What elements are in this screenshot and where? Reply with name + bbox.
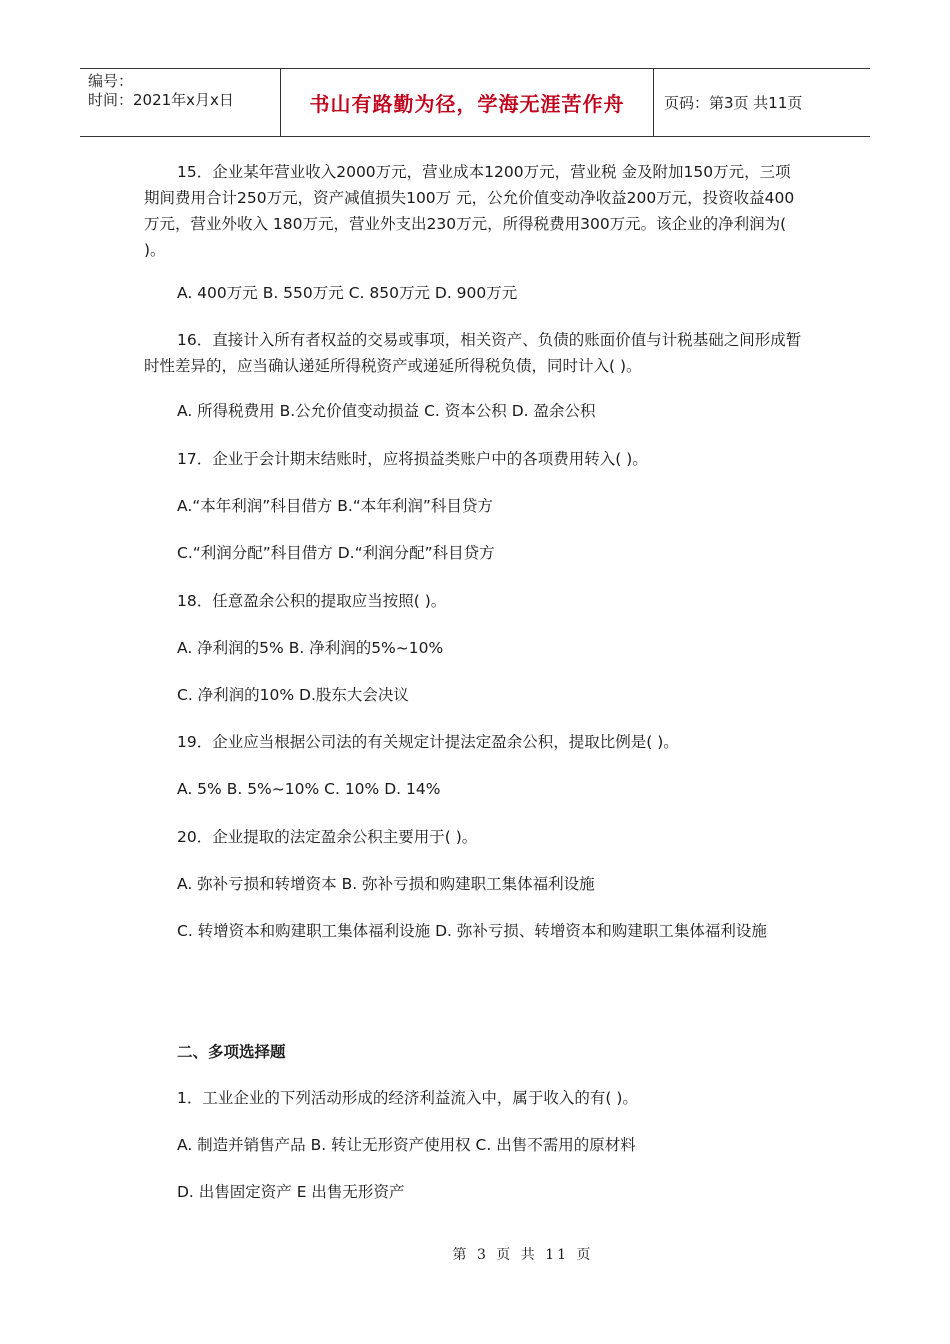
question-17-text: 17．企业于会计期末结账时，应将损益类账户中的各项费用转入( )。 [177, 450, 648, 468]
question-18-options-1: A. 净利润的5% B. 净利润的5%~10% [177, 639, 444, 657]
motto: 书山有路勤为径，学海无涯苦作舟 [309, 92, 625, 116]
question-17-options-2: C.“利润分配”科目借方 D.“利润分配”科目贷方 [177, 544, 495, 562]
question-20-text: 20．企业提取的法定盈余公积主要用于( )。 [177, 828, 478, 846]
section-title: 二、多项选择题 [177, 1043, 286, 1061]
time-label: 时间：2021年x月x日 [88, 91, 234, 109]
header-meta [80, 69, 280, 136]
header-page-cell [654, 69, 870, 136]
question-15-text: 15．企业某年营业收入2000万元，营业成本1200万元，营业税 金及附加150万元，三项期间费用合计250万元，资产减值损失100万 元，公允价值变动净收益200万元，投资收益400万元，营业外收入 180万元，营业外支出230万元，所得税费用300万元。该企业的净利润为( )。 [144, 163, 795, 259]
question-19-options: A. 5% B. 5%~10% C. 10% D. 14% [177, 780, 441, 798]
question-19-text: 19．企业应当根据公司法的有关规定计提法定盈余公积，提取比例是( )。 [177, 733, 679, 751]
question-16-text: 16．直接计入所有者权益的交易或事项，相关资产、负债的账面价值与计税基础之间形成暂时性差异的，应当确认递延所得税资产或递延所得税负债，同时计入( )。 [144, 331, 802, 375]
page-header [80, 68, 870, 137]
multi-question-1-text: 1．工业企业的下列活动形成的经济利益流入中，属于收入的有( )。 [177, 1089, 638, 1107]
question-16-options: A. 所得税费用 B.公允价值变动损益 C. 资本公积 D. 盈余公积 [177, 402, 596, 420]
question-20-options-2: C. 转增资本和购建职工集体福利设施 D. 弥补亏损、转增资本和购建职工集体福利设施 [177, 922, 767, 940]
multi-question-1-options-2: D. 出售固定资产 E 出售无形资产 [177, 1183, 405, 1201]
question-18-options-2: C. 净利润的10% D.股东大会决议 [177, 686, 409, 704]
page-info: 页码：第3页 共11页 [664, 94, 803, 112]
question-18-text: 18．任意盈余公积的提取应当按照( )。 [177, 592, 447, 610]
page-footer: 第 3 页 共 11 页 [452, 1247, 594, 1263]
question-20-options-1: A. 弥补亏损和转增资本 B. 弥补亏损和购建职工集体福利设施 [177, 875, 595, 893]
header-motto-cell [280, 69, 654, 136]
number-label: 编号： [88, 72, 134, 90]
question-17-options-1: A.“本年利润”科目借方 B.“本年利润”科目贷方 [177, 497, 493, 515]
question-15-options: A. 400万元 B. 550万元 C. 850万元 D. 900万元 [177, 284, 518, 302]
multi-question-1-options-1: A. 制造并销售产品 B. 转让无形资产使用权 C. 出售不需用的原材料 [177, 1136, 636, 1154]
